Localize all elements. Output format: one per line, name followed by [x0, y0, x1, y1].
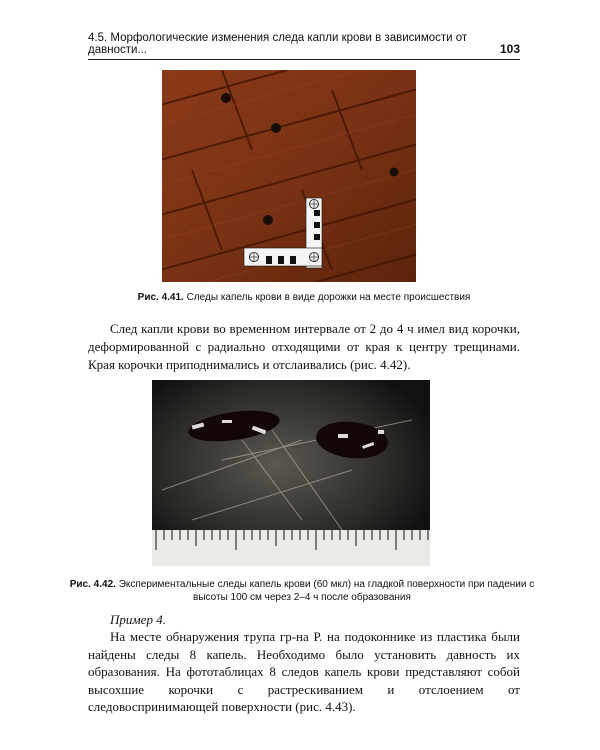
body-paragraph-1 — [88, 320, 520, 374]
figure-caption-4-42 — [66, 578, 538, 604]
header-title: 4.5. Морфологические изменения следа капли крови в зависимости от давности... — [88, 32, 468, 56]
page-number: 103 — [499, 42, 520, 56]
figure-blood-trail-photo — [162, 70, 416, 282]
floor-photo-illustration — [162, 70, 416, 282]
figure-label-4-41: Рис. 4.41. — [137, 292, 184, 303]
example-heading: Пример 4. — [110, 612, 166, 627]
example-text: На месте обнаружения трупа гр-на Р. на подоконнике из пластика были найдены следы 8 капель. Необходимо было установить давность их образования. На фототаблицах 8 следов капель крови представляют собой высохшие корочки с растрескиванием и отслоением от следовоспринимающей поверхности (рис. 4.43). — [88, 629, 520, 714]
figure-experimental-drops-photo — [152, 380, 430, 566]
running-header — [88, 32, 520, 60]
crust-photo-illustration — [152, 380, 430, 566]
body-paragraph-2 — [88, 628, 520, 716]
figure-caption-text-4-41: Следы капель крови в виде дорожки на месте происшествия — [186, 292, 471, 303]
paragraph-text: След капли крови во временном интервале от 2 до 4 ч имел вид корочки, деформированной с радиально отходящими от края к центру трещинами. Края корочки приподнимались и отслаивались (рис. 4.42). — [88, 321, 520, 372]
figure-caption-text-4-42: Экспериментальные следы капель крови (60 мкл) на гладкой поверхности при падении с высоты 100 см через 2–4 ч после образования — [118, 579, 535, 603]
figure-label-4-42: Рис. 4.42. — [69, 579, 116, 590]
figure-caption-4-41 — [88, 292, 520, 303]
